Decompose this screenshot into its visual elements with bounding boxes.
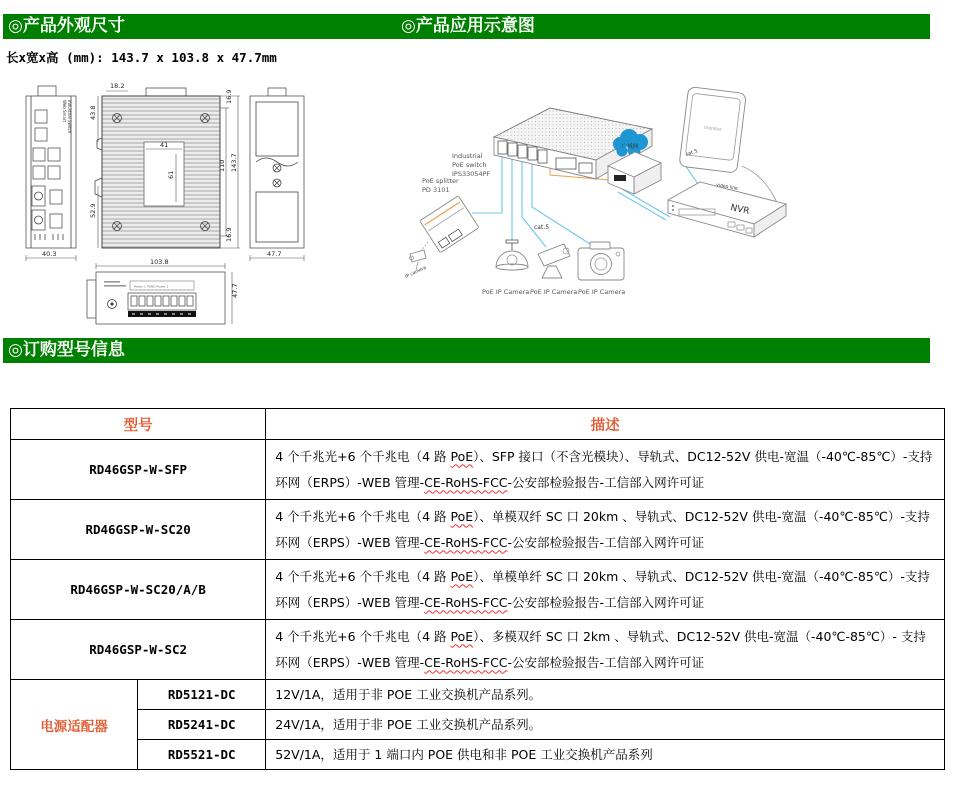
application-diagram xyxy=(398,82,793,322)
dslr-camera-device xyxy=(578,242,624,280)
dim-upper-left: 43.8 xyxy=(89,105,97,120)
desc-cell: 52V/1A，适用于 1 端口内 POE 供电和非 POE 工业交换机产品系列 xyxy=(266,740,945,770)
table-row xyxy=(11,440,945,500)
side-view-drawing xyxy=(250,88,304,261)
table-row xyxy=(11,710,945,740)
front-device-label-1: Web Smart xyxy=(62,100,67,123)
dim-tab-width: 18.2 xyxy=(110,82,125,90)
dim-plate-width: 41 xyxy=(160,141,169,149)
camera-label-3: PoE IP Camera xyxy=(578,288,626,296)
camera-label-1: PoE IP Camera xyxy=(482,288,530,296)
power-terminal-label: Power 1 PGND Power 2 xyxy=(134,284,169,289)
table-header-row xyxy=(11,409,945,440)
ordering-title: ◎订购型号信息 xyxy=(8,340,125,360)
cat5-mid-label: cat.5 xyxy=(534,224,550,231)
overall-dimensions-text: 长x宽x高 (mm): 143.7 x 103.8 x 47.7mm xyxy=(6,50,277,65)
front-device-label-2: Industrial Switch xyxy=(67,100,72,134)
table-row xyxy=(11,560,945,620)
splitter-label-1: PoE splitter xyxy=(422,177,459,185)
model-cell: RD46GSP-W-SC2 xyxy=(11,620,266,680)
switch-label-2: PoE switch xyxy=(452,161,487,169)
desc-cell: 4 个千兆光+6 个千兆电（4 路 PoE）、多模双纤 SC 口 2km 、导轨式、DC12-52V 供电-宽温（-40℃-85℃）- 支持环网（ERPS）-WEB 管理-CE-RoHS-FCC-公安部检验报告-工信部入网许可证 xyxy=(266,620,945,680)
model-cell: RD46GSP-W-SC20/A/B xyxy=(11,560,266,620)
table-row xyxy=(11,740,945,770)
model-column-header: 型号 xyxy=(11,409,266,440)
adapter-group-cell: 电源适配器 xyxy=(11,680,138,770)
splitter-label-2: PD 3101 xyxy=(422,186,450,194)
switch-label-3: IPS33054PF xyxy=(452,170,491,178)
desc-cell: 4 个千兆光+6 个千兆电（4 路 PoE）、SFP 接口（不含光模块）、导轨式、DC12-52V 供电-宽温（-40℃-85℃）-支持环网（ERPS）-WEB 管理-CE-RoHS-FCC-公安部检验报告-工信部入网许可证 xyxy=(266,440,945,500)
video-line-label: video line xyxy=(715,183,739,192)
dim-front-width: 40.3 xyxy=(42,250,57,258)
section-header-appearance xyxy=(3,14,930,39)
model-cell: RD5241-DC xyxy=(138,710,266,740)
camera-label-2: PoE IP Camera xyxy=(530,288,578,296)
dim-lower-left: 52.9 xyxy=(89,203,97,218)
section-header-ordering xyxy=(3,338,930,363)
cloud-label: 广域网 xyxy=(621,144,639,150)
desc-cell: 24V/1A，适用于非 POE 工业交换机产品系列。 xyxy=(266,710,945,740)
model-cell: RD46GSP-W-SFP xyxy=(11,440,266,500)
desc-cell: 4 个千兆光+6 个千兆电（4 路 PoE）、单模双纤 SC 口 20km 、导轨式、DC12-52V 供电-宽温（-40℃-85℃）-支持环网（ERPS）-WEB 管理-CE-RoHS-FCC-公安部检验报告-工信部入网许可证 xyxy=(266,500,945,560)
dim-bottom-width: 103.8 xyxy=(150,258,169,266)
bottom-view-drawing xyxy=(87,258,239,324)
dim-side-width: 47.7 xyxy=(267,250,282,258)
poe-splitter-device xyxy=(420,196,479,253)
cat5-right-label: cat.5 xyxy=(684,148,699,158)
table-row xyxy=(11,500,945,560)
dimension-drawings xyxy=(10,82,340,334)
cable-converter-nvr-b xyxy=(622,189,670,217)
dim-plate-height: 61 xyxy=(167,170,175,179)
desc-column-header: 描述 xyxy=(266,409,945,440)
application-title: ◎产品应用示意图 xyxy=(401,16,535,36)
nvr-label: NVR xyxy=(729,203,751,217)
switch-label-1: Industrial xyxy=(452,152,483,160)
cable-converter-nvr-a xyxy=(618,192,666,220)
table-row xyxy=(11,620,945,680)
appearance-title: ◎产品外观尺寸 xyxy=(8,16,125,36)
desc-cell: 12V/1A，适用于非 POE 工业交换机产品系列。 xyxy=(266,680,945,710)
model-cell: RD5121-DC xyxy=(138,680,266,710)
ip-camera-label: IP camera xyxy=(404,265,428,280)
dim-inner-height: 110 xyxy=(218,159,226,172)
cable-bullet-camera xyxy=(522,160,546,247)
dim-right-margin-bottom: 16.9 xyxy=(225,227,233,242)
main-view-drawing xyxy=(89,82,240,248)
table-row xyxy=(11,680,945,710)
monitor-label: monitor xyxy=(703,125,722,133)
nvr-device xyxy=(668,182,786,237)
dome-camera-device xyxy=(496,240,528,270)
dim-right-margin-top: 16.9 xyxy=(225,89,233,104)
front-view-drawing xyxy=(26,86,76,261)
bullet-camera-device xyxy=(538,244,570,278)
model-cell: RD5521-DC xyxy=(138,740,266,770)
desc-cell: 4 个千兆光+6 个千兆电（4 路 PoE）、单模单纤 SC 口 20km 、导轨式、DC12-52V 供电-宽温（-40℃-85℃）-支持环网（ERPS）-WEB 管理-CE-RoHS-FCC-公安部检验报告-工信部入网许可证 xyxy=(266,560,945,620)
model-cell: RD46GSP-W-SC20 xyxy=(11,500,266,560)
dim-bottom-height: 47.7 xyxy=(231,283,239,298)
monitor-device xyxy=(679,87,746,173)
ordering-table xyxy=(10,408,945,770)
dim-total-height: 143.7 xyxy=(230,153,238,172)
